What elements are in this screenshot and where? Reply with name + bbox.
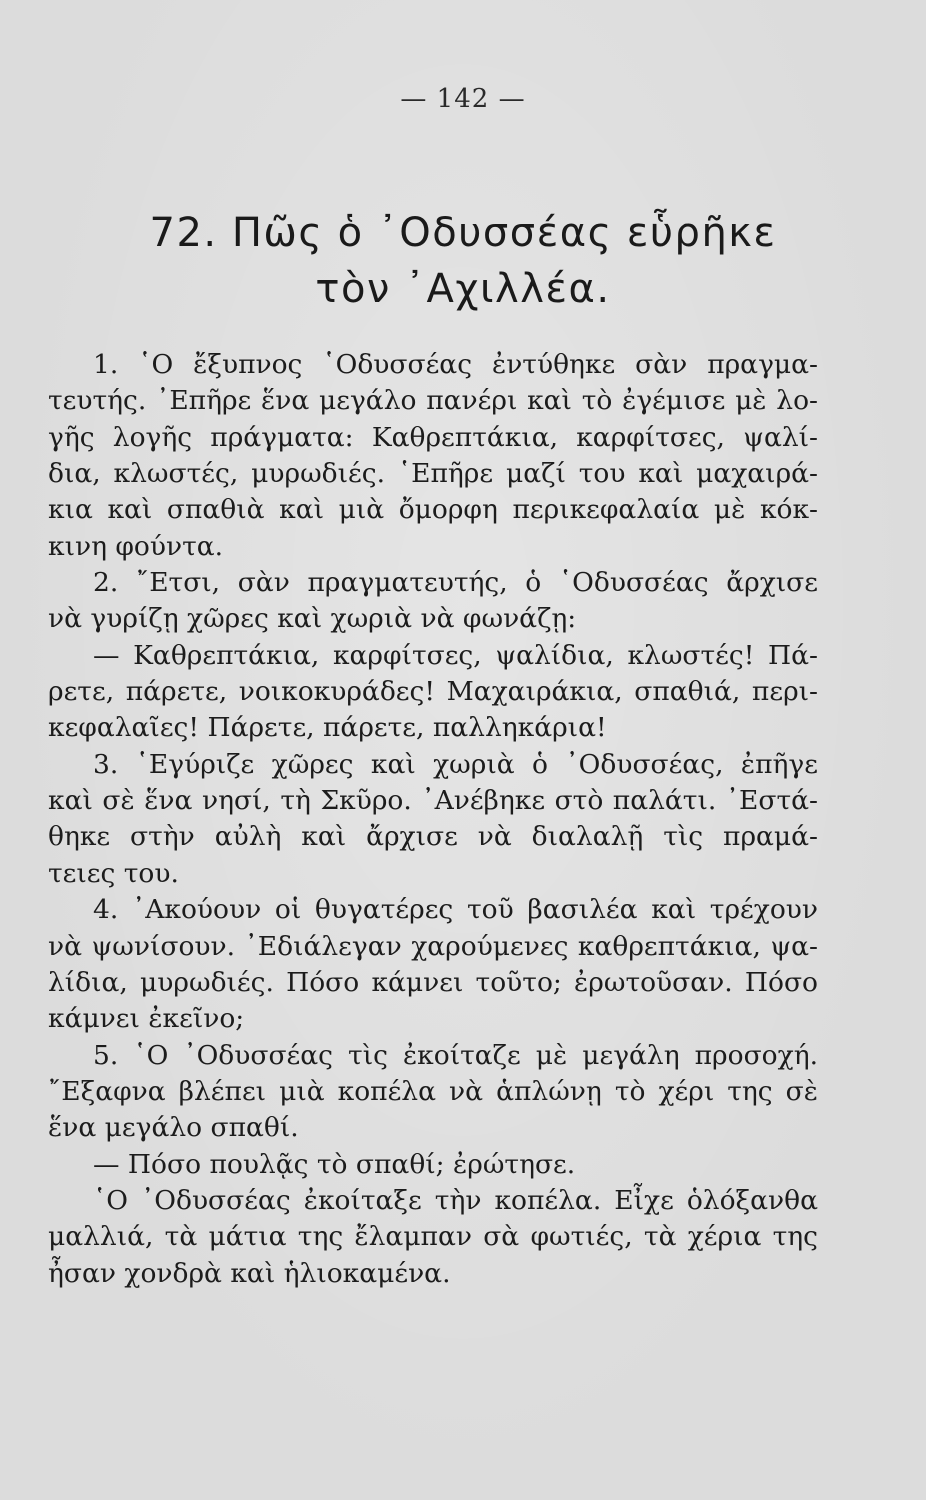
- text-line: λίδια, μυρωδιές. Πόσο κάμνει τοῦτο; ἐρωτοῦσαν. Πόσο: [48, 966, 818, 998]
- text-line: τευτής. ᾿Επῆρε ἕνα μεγάλο πανέρι καὶ τὸ ἐγέμισε μὲ λο-: [48, 385, 818, 417]
- text-line: 4. ᾿Ακούουν οἱ θυγατέρες τοῦ βασιλέα καὶ τρέχουν: [93, 894, 818, 926]
- text-line: 3. ῾Εγύριζε χῶρες καὶ χωριὰ ὁ ᾿Οδυσσέας, ἐπῆγε: [93, 748, 818, 780]
- chapter-title-line-2: τὸν ᾿Αχιλλέα.: [315, 266, 611, 312]
- text-line: δια, κλωστές, μυρωδιές. ῾Επῆρε μαζί του καὶ μαχαιρά-: [48, 458, 818, 490]
- text-line: 5. ῾Ο ᾿Οδυσσέας τὶς ἐκοίταζε μὲ μεγάλη προσοχή.: [93, 1039, 818, 1071]
- text-line: — Καθρεπτάκια, καρφίτσες, ψαλίδια, κλωστές! Πά-: [93, 639, 818, 671]
- text-line: κάμνει ἐκεῖνο;: [48, 1003, 245, 1035]
- text-line: ῾Ο ᾿Οδυσσέας ἐκοίταξε τὴν κοπέλα. Εἶχε ὁλόξανθα: [93, 1184, 818, 1216]
- text-line: ἦσαν χονδρὰ καὶ ἡλιοκαμένα.: [48, 1257, 451, 1289]
- text-line: μαλλιά, τὰ μάτια της ἔλαμπαν σὰ φωτιές, τὰ χέρια της: [48, 1221, 818, 1253]
- text-line: καὶ σὲ ἕνα νησί, τὴ Σκῦρο. ᾿Ανέβηκε στὸ παλάτι. ᾿Εστά-: [48, 785, 818, 817]
- text-line: κινη φούντα.: [48, 530, 224, 562]
- text-line: ἕνα μεγάλο σπαθί.: [48, 1112, 299, 1144]
- text-line: 2. ῎Ετσι, σὰν πραγματευτής, ὁ ῾Οδυσσέας ἄρχισε: [93, 567, 818, 599]
- chapter-title-line-1: 72. Πῶς ὁ ᾿Οδυσσέας εὗρῆκε: [149, 210, 777, 256]
- text-line: — Πόσο πουλᾷς τὸ σπαθί; ἐρώτησε.: [93, 1148, 576, 1180]
- text-line: νὰ ψωνίσουν. ᾿Εδιάλεγαν χαρούμενες καθρεπτάκια, ψα-: [48, 930, 818, 962]
- text-line: τειες του.: [48, 857, 179, 889]
- text-line: θηκε στὴν αὐλὴ καὶ ἄρχισε νὰ διαλαλῇ τὶς πραμά-: [48, 821, 818, 853]
- page-number: — 142 —: [400, 84, 526, 114]
- text-line: γῆς λογῆς πράγματα: Καθρεπτάκια, καρφίτσες, ψαλί-: [48, 421, 818, 453]
- chapter-title: [60, 205, 866, 317]
- text-line: ρετε, πάρετε, νοικοκυράδες! Μαχαιράκια, σπαθιά, περι-: [48, 676, 818, 708]
- text-line: ῎Εξαφνα βλέπει μιὰ κοπέλα νὰ ἁπλώνῃ τὸ χέρι της σὲ: [48, 1075, 818, 1107]
- text-line: κια καὶ σπαθιὰ καὶ μιὰ ὄμορφη περικεφαλαία μὲ κόκ-: [48, 494, 818, 526]
- text-line: 1. ῾Ο ἔξυπνος ῾Οδυσσέας ἐντύθηκε σὰν πραγμα-: [93, 349, 818, 380]
- text-line: κεφαλαῖες! Πάρετε, πάρετε, παλληκάρια!: [48, 712, 607, 744]
- body-text: [48, 347, 818, 1292]
- text-line: νὰ γυρίζῃ χῶρες καὶ χωριὰ νὰ φωνάζῃ:: [48, 603, 577, 635]
